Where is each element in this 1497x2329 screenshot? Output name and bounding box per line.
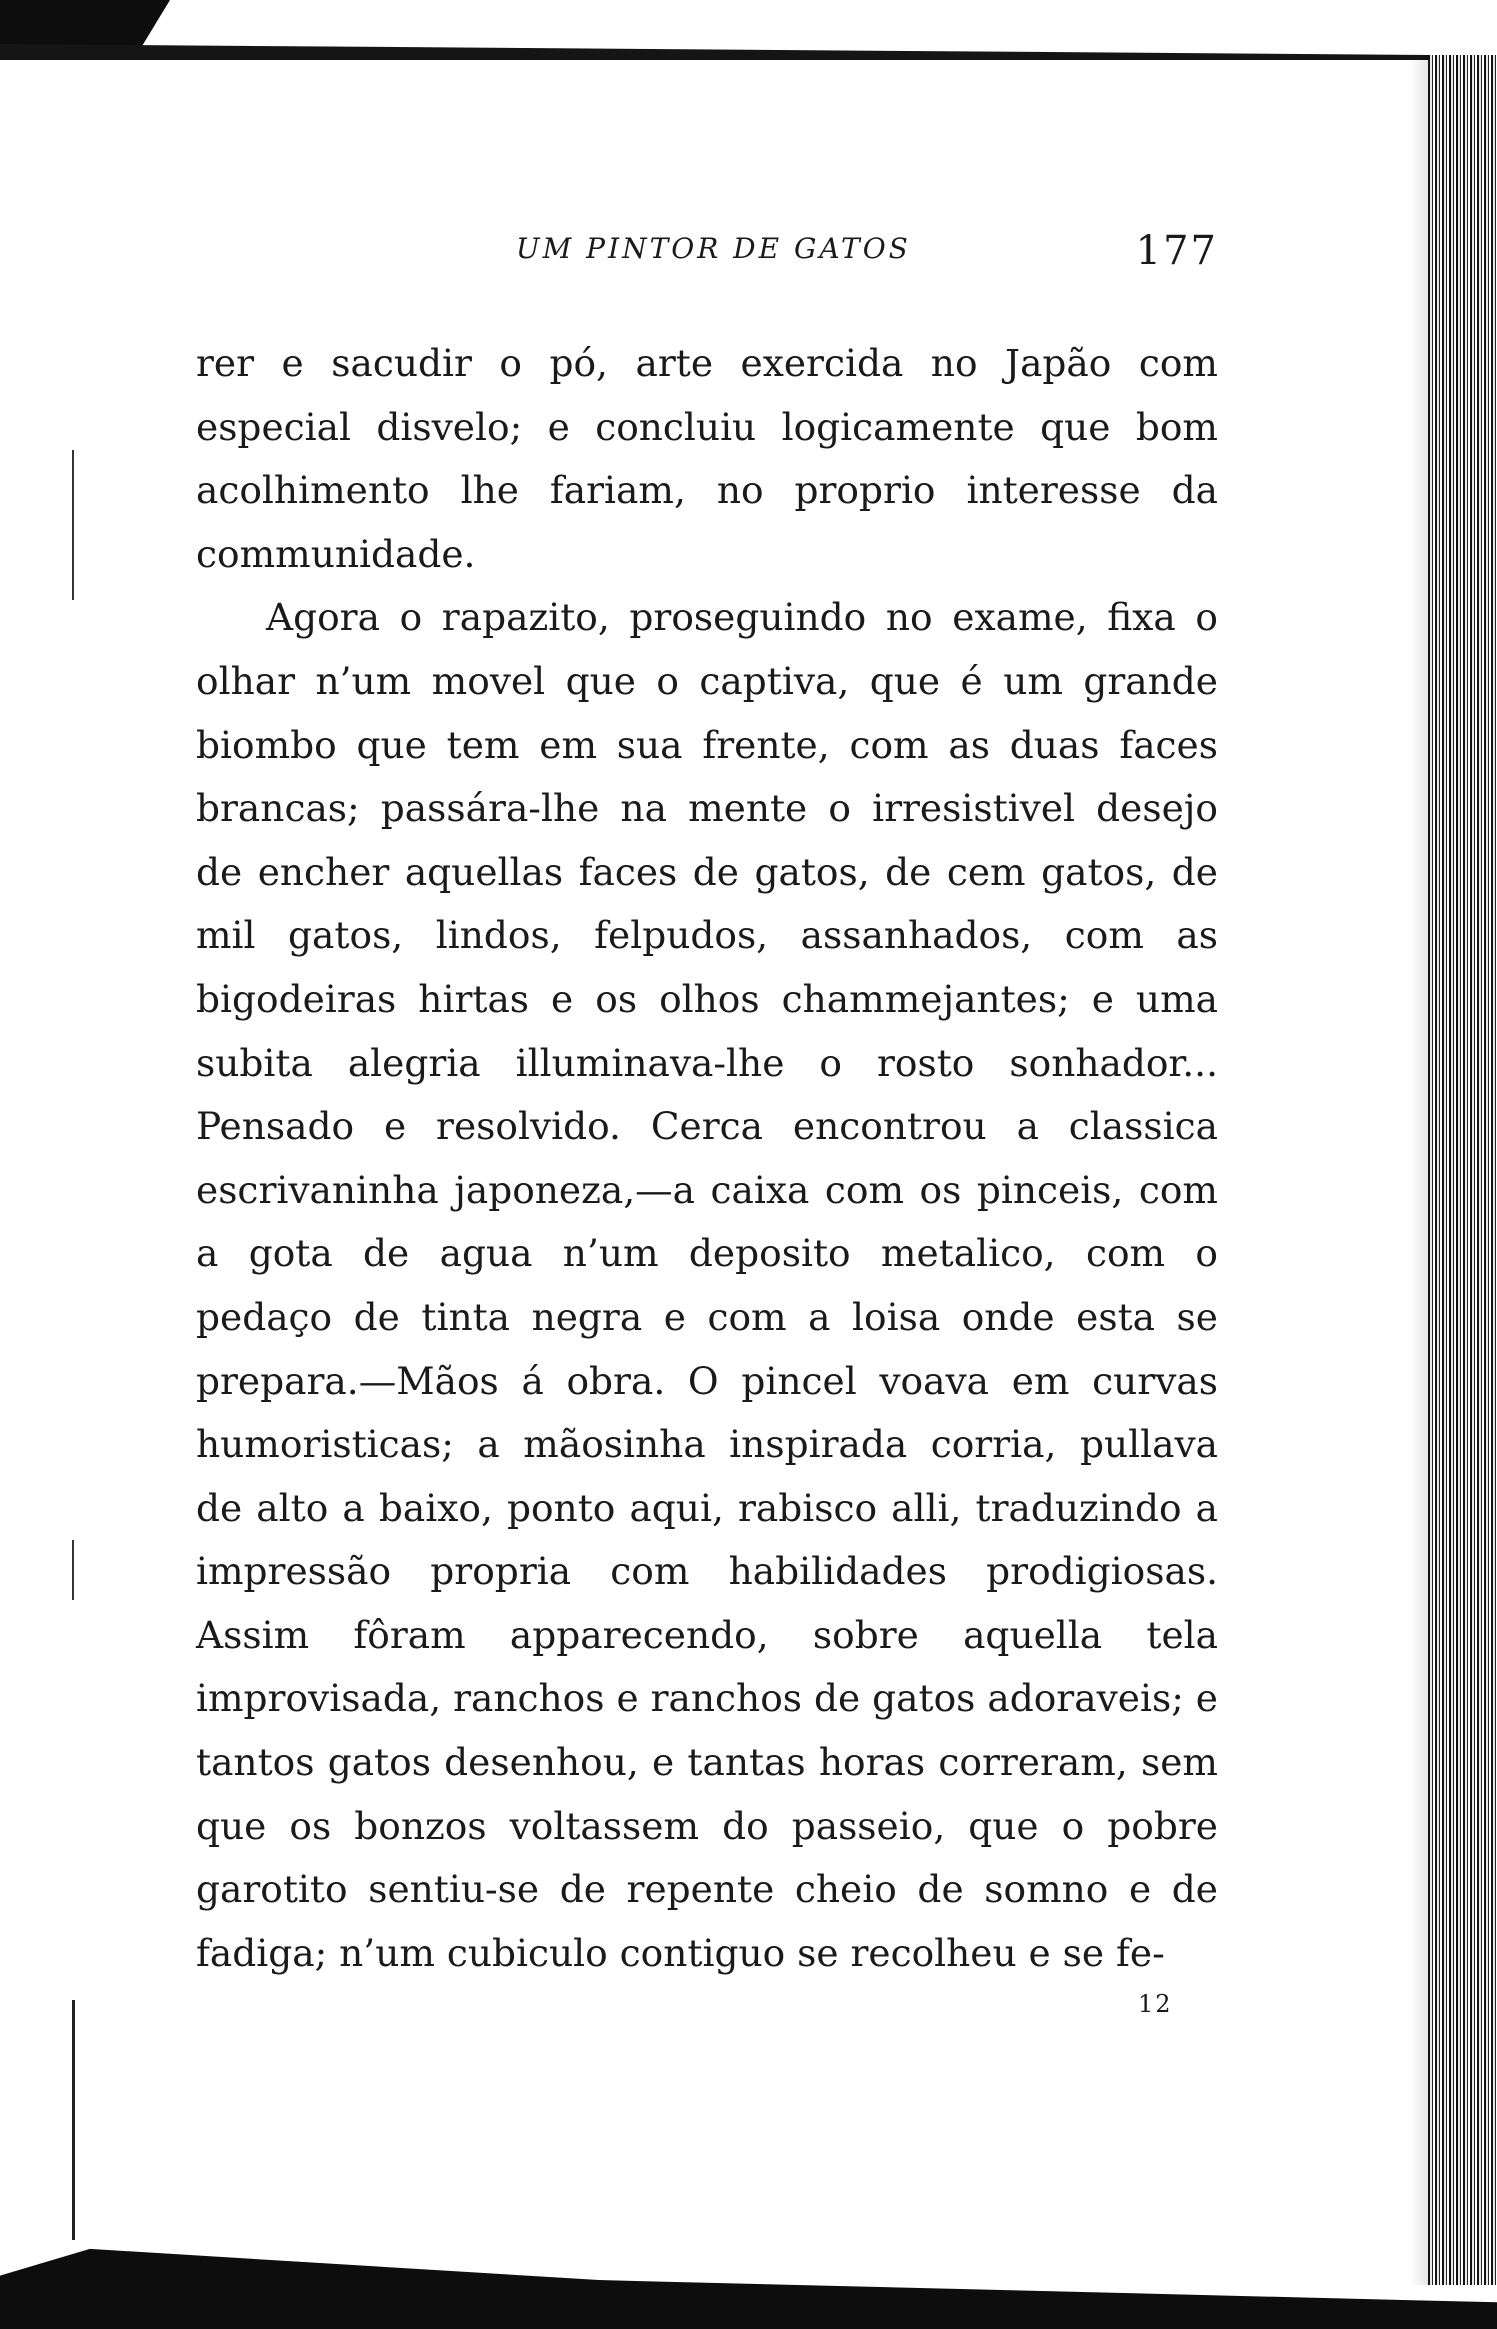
- page-stack-edge: [1428, 55, 1497, 2285]
- running-title: UM PINTOR DE GATOS: [516, 232, 911, 265]
- signature-mark: 12: [1138, 1990, 1173, 2018]
- paragraph: Agora o rapazito, proseguindo no exame, fixa o olhar n’um movel que o captiva, que é um grande biombo que tem em sua frente, com as duas faces brancas; passára-lhe na mente o irresistivel desejo de encher aquellas faces de gatos, de cem gatos, de mil gatos, lindos, felpudos, assanhados, com as bigodeiras hirtas e os olhos chammejantes; e uma subita alegria illuminava-lhe o rosto sonhador... Pensado e resolvido. Cerca encontrou a classica escrivaninha japoneza,—a caixa com os pinceis, com a gota de agua n’um deposito metalico, com o pedaço de tinta negra e com a loisa onde esta se prepara.—Mãos á obra. O pincel voava em curvas humoristicas; a mãosinha inspirada corria, pullava de alto a baixo, ponto aqui, rabisco alli, traduzindo a impressão propria com habilidades prodigiosas. Assim fôram apparecendo, sobre aquella tela improvisada, ranchos e ranchos de gatos adoraveis; e tantos gatos desenhou, e tantas horas correram, sem que os bonzos voltassem do passeio, que o pobre garotito sentiu-se de repente cheio de somno e de fadiga; n’um cubiculo contiguo se recolheu e se fe-: [196, 595, 1218, 1975]
- margin-mark: [72, 2000, 75, 2240]
- margin-mark: [72, 450, 74, 600]
- body-text: [196, 332, 1218, 1985]
- binding-bottom-edge: [0, 2240, 1497, 2329]
- paragraph: rer e sacudir o pó, arte exercida no Japão com especial disvelo; e concluiu logicamente que bom acolhimento lhe fariam, no proprio interesse da communidade.: [196, 341, 1218, 576]
- binding-top-edge: [0, 44, 1460, 60]
- margin-mark: [72, 1540, 74, 1600]
- running-head: [196, 228, 1218, 278]
- page-number: 177: [1135, 228, 1218, 274]
